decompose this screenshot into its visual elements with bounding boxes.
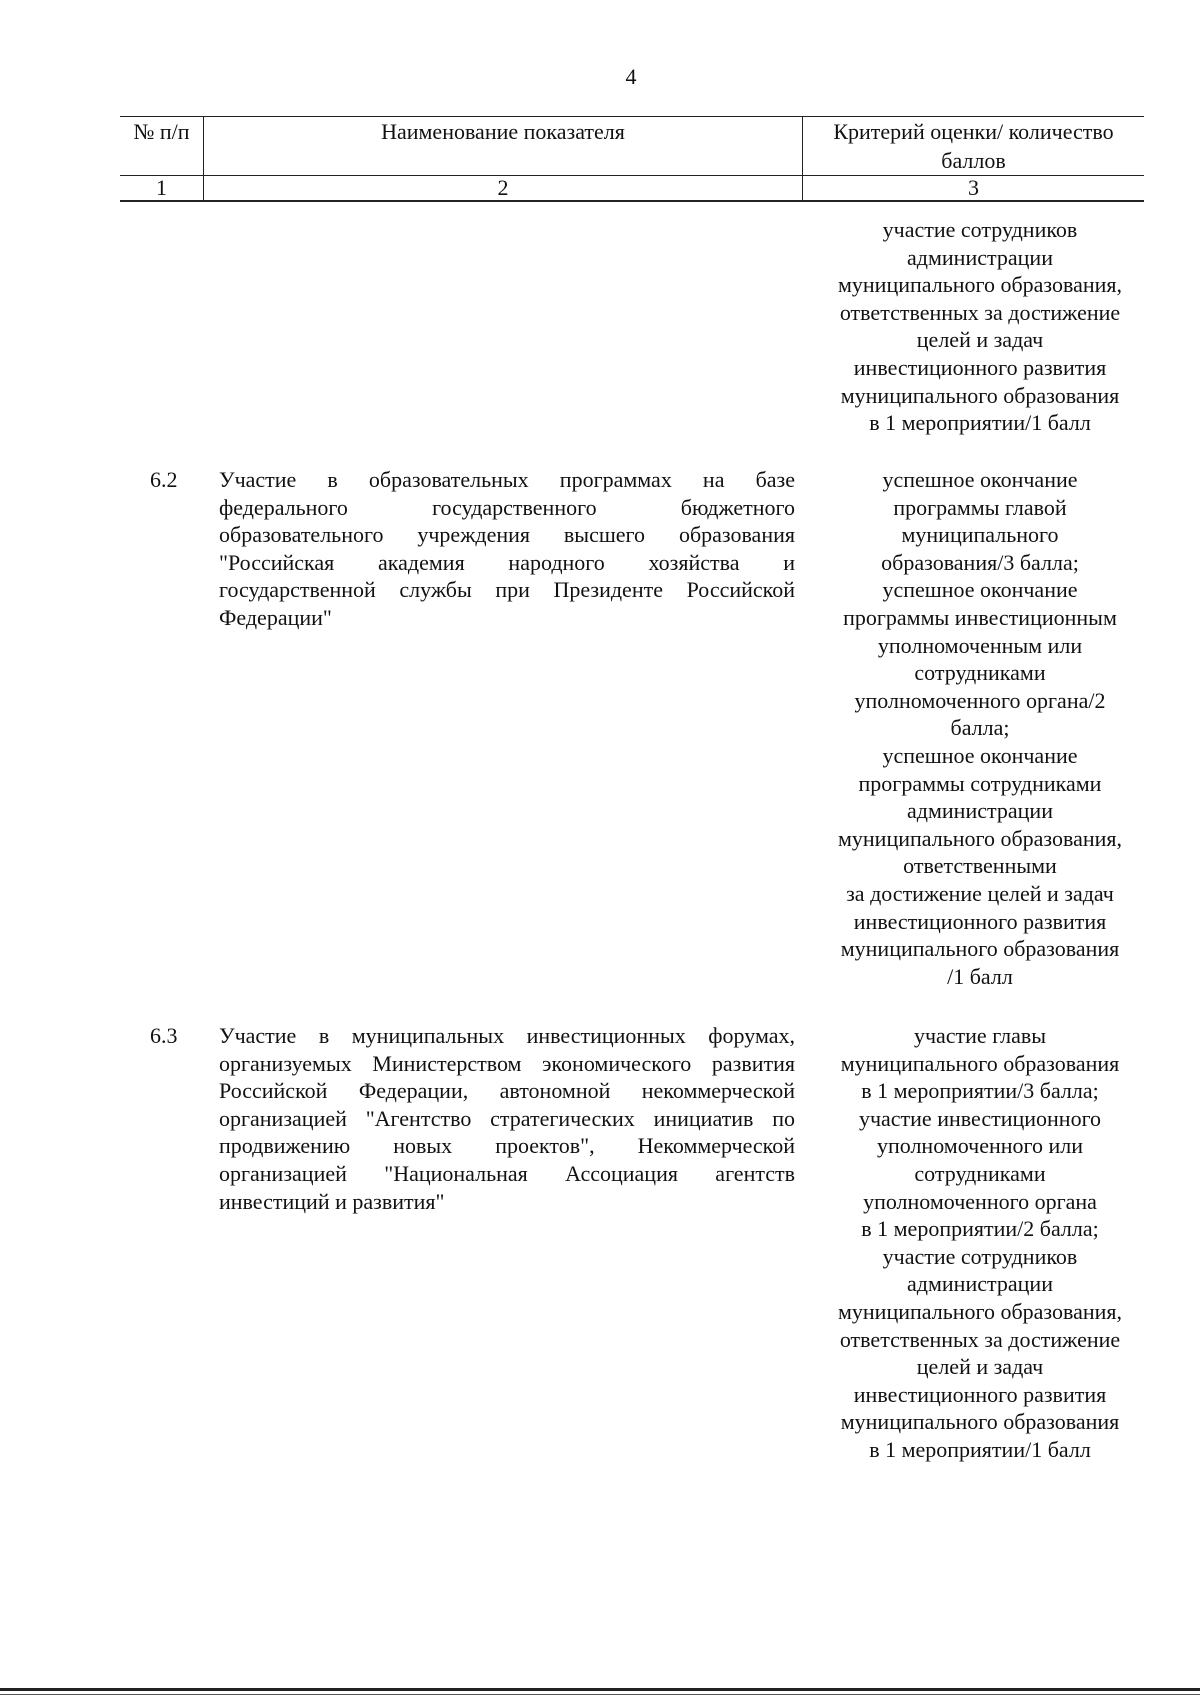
- indicator-name-6-2: [219, 466, 795, 632]
- row-number-6-3: 6.3: [150, 1023, 178, 1048]
- indicator-name-text: Участие в образовательных программах на базе федерального государственного бюджетного образовательного учреждения высшего образования "Российская академия народного хозяйства и государственной службы при Президенте Российской Федерации": [219, 467, 795, 630]
- column-number-3: 3: [803, 176, 1145, 202]
- page-number: 4: [625, 64, 637, 89]
- bottom-rule-thin: [0, 1694, 1200, 1695]
- indicator-name-text: Участие в муниципальных инвестиционных форумах, организуемых Министерством экономического развития Российской Федерации, автономной некоммерческой организацией "Агентство стратегических инициатив по продвижению новых проектов", Некоммерческой организацией "Национальная Ассоциация агентств инвестиций и развития": [219, 1023, 795, 1214]
- criteria-6-2: успешное окончание программы главой муниципального образования/3 балла; успешное окончание программы инвестиционным уполномоченным или сотрудниками уполномоченного органа/2 балла; успешное окончание программы сотрудниками администрации муниципального образования, ответственными за достижение целей и задач инвестиционного развития муниципального образования /1 балл: [837, 467, 1123, 989]
- column-number-2: 2: [204, 176, 803, 202]
- table-header: [120, 116, 1144, 202]
- criteria-6-3: участие главы муниципального образования в 1 мероприятии/3 балла; участие инвестиционного уполномоченного или сотрудниками уполномоченного органа в 1 мероприятии/2 балла; участие сотрудников администрации муниципального образования, ответственных за достижение целей и задач инвестиционного развития муниципального образования в 1 мероприятии/1 балл: [837, 1023, 1123, 1462]
- bottom-rule: [0, 1688, 1200, 1691]
- header-col-name: Наименование показателя: [204, 117, 803, 176]
- row-number-6-2: 6.2: [150, 467, 178, 492]
- indicator-name-6-3: [219, 1022, 795, 1215]
- criteria-continuation: участие сотрудников администрации муниципального образования, ответственных за достижение целей и задач инвестиционного развития муниципального образования в 1 мероприятии/1 балл: [837, 217, 1123, 436]
- header-row: [120, 117, 1144, 176]
- column-number-1: 1: [120, 176, 204, 202]
- column-numbers-row: [120, 176, 1144, 202]
- header-col-number: № п/п: [120, 117, 204, 176]
- header-col-criteria: Критерий оценки/ количество баллов: [803, 117, 1145, 176]
